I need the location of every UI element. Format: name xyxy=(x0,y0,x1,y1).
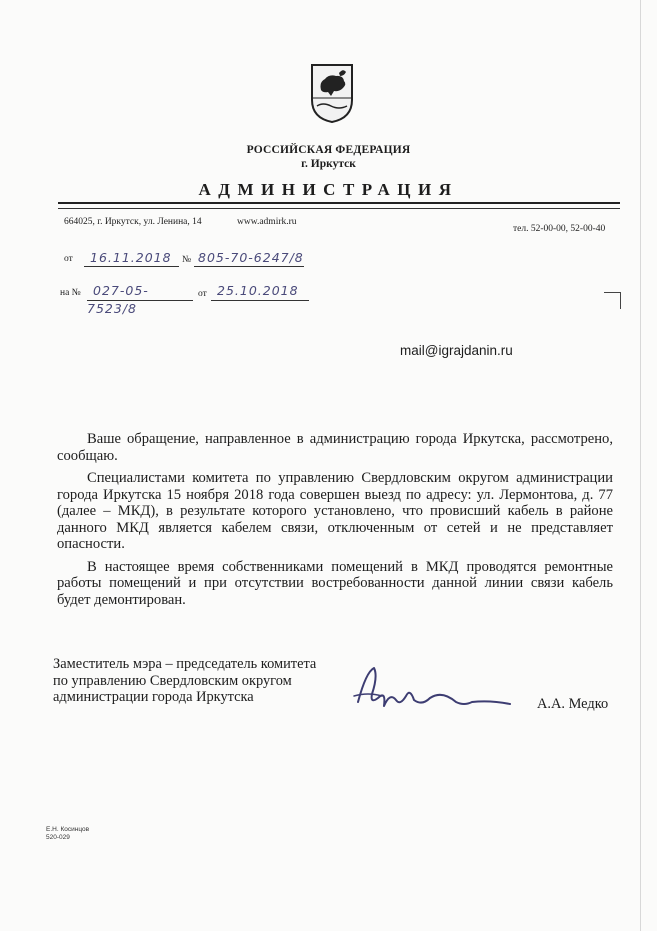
recipient-email: mail@igrajdanin.ru xyxy=(400,343,513,358)
letter-body xyxy=(57,431,613,614)
incoming-date-label: от xyxy=(198,289,207,299)
body-paragraph-3: В настоящее время собственниками помещений в МКД проводятся ремонтные работы помещений и при отсутствии востребованности данной линии связи кабель будет демонтирован. xyxy=(57,558,613,608)
scan-edge xyxy=(640,0,641,931)
incoming-number-value: 027-05-7523/8 xyxy=(87,283,149,316)
phone-numbers: тел. 52-00-00, 52-00-40 xyxy=(513,224,606,234)
organization-title: АДМИНИСТРАЦИЯ xyxy=(198,180,459,199)
signatory-name: А.А. Медко xyxy=(537,696,609,712)
number-label: № xyxy=(182,255,192,265)
addressee-corner-mark xyxy=(604,292,621,309)
date-value: 16.11.2018 xyxy=(90,250,172,265)
signatory-role xyxy=(53,656,353,706)
signatory-role-line-1: Заместитель мэра – председатель комитета xyxy=(53,656,317,672)
coat-of-arms-icon xyxy=(309,62,355,124)
date-field xyxy=(84,249,179,267)
number-value: 805-70-6247/8 xyxy=(198,250,304,265)
body-paragraph-2: Специалистами комитета по управлению Свердловским округом администрации города Иркутска 15 ноября 2018 года совершен выезд по адресу: ул. Лермонтова, д. 77 (далее – МКД), в результате которого установлено, что провисший кабель в районе данного МКД является кабелем связи, отключенным от сетей и не представляет опасности. xyxy=(57,470,613,552)
executor-name: Е.Н. Косинцов xyxy=(46,826,90,833)
header-rule-thick xyxy=(58,202,620,204)
date-label: от xyxy=(64,254,73,264)
incoming-number-label: на № xyxy=(60,288,81,298)
city-name: г. Иркутск xyxy=(301,158,356,170)
executor-info xyxy=(46,826,89,842)
country-name: РОССИЙСКАЯ ФЕДЕРАЦИЯ xyxy=(246,144,411,156)
incoming-date-field xyxy=(211,282,309,301)
incoming-date-value: 25.10.2018 xyxy=(217,283,299,298)
incoming-number-field xyxy=(87,282,193,316)
postal-address: 664025, г. Иркутск, ул. Ленина, 14 xyxy=(64,217,202,227)
signatory-role-line-3: администрации города Иркутска xyxy=(53,689,254,705)
website-link: www.admirk.ru xyxy=(237,217,297,227)
signatory-role-line-2: по управлению Свердловским округом xyxy=(53,672,292,689)
header-rule-thin xyxy=(58,208,620,209)
number-field xyxy=(194,249,304,267)
executor-phone: 520-029 xyxy=(46,834,70,841)
body-paragraph-1: Ваше обращение, направленное в администрацию города Иркутска, рассмотрено, сообщаю. xyxy=(57,431,613,464)
handwritten-signature xyxy=(352,662,514,718)
